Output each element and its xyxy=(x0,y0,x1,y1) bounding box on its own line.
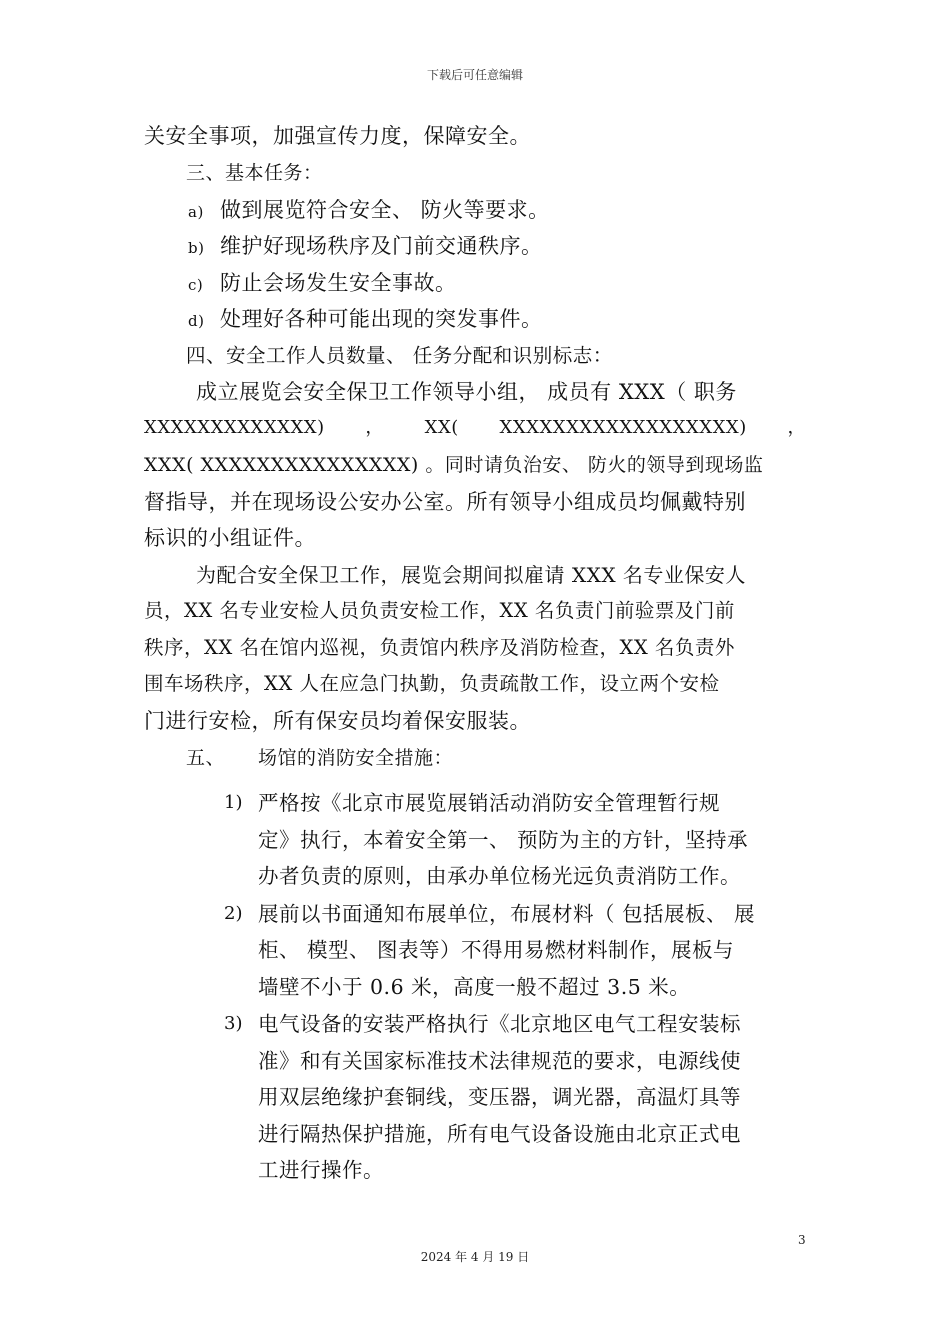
item-number: 3) xyxy=(224,1013,243,1034)
item-number: 2) xyxy=(224,903,243,924)
paragraph-line: 成立展览会安全保卫工作领导小组， 成员有 XXX（ 职务 xyxy=(196,380,737,404)
text-segment: XX( xyxy=(424,417,459,438)
text-segment: ， xyxy=(787,417,806,438)
item-line: 严格按《北京市展览展销活动消防安全管理暂行规 xyxy=(258,791,720,815)
list-marker: c) xyxy=(188,276,204,294)
page-footer-date: 2024 年 4 月 19 日 xyxy=(420,1250,530,1264)
item-line: 工进行操作。 xyxy=(258,1158,384,1182)
item-number: 1) xyxy=(224,792,243,813)
section-heading-5-marker: 五、 xyxy=(186,747,226,769)
body-line: 关安全事项，加强宣传力度，保障安全。 xyxy=(144,124,531,148)
item-line: 电气设备的安装严格执行《北京地区电气工程安装标 xyxy=(258,1012,741,1036)
page-number: 3 xyxy=(798,1233,806,1247)
list-text: 做到展览符合安全、 防火等要求。 xyxy=(220,198,550,222)
paragraph-line: 门进行安检，所有保安员均着保安服装。 xyxy=(144,709,531,733)
section-heading-5: 场馆的消防安全措施： xyxy=(258,747,454,769)
paragraph-line: 围车场秩序，XX 人在应急门执勤，负责疏散工作，设立两个安检 xyxy=(144,672,720,695)
item-line: 办者负责的原则，由承办单位杨光远负责消防工作。 xyxy=(258,864,741,888)
list-item-a xyxy=(188,192,550,230)
item-line: 展前以书面通知布展单位，布展材料（ 包括展板、 展 xyxy=(258,902,756,926)
paragraph-line: 督指导，并在现场设公安办公室。所有领导小组成员均佩戴特别 xyxy=(144,490,746,514)
paragraph-line: XXX( XXXXXXXXXXXXXXX) 。同时请负治安、 防火的领导到现场监 xyxy=(144,454,764,476)
item-line: 柜、 模型、 图表等）不得用易燃材料制作，展板与 xyxy=(258,938,735,962)
section-heading-3: 三、基本任务： xyxy=(186,162,323,184)
list-item-d xyxy=(188,301,543,339)
item-line: 用双层绝缘护套铜线，变压器，调光器，高温灯具等 xyxy=(258,1085,741,1109)
item-line: 进行隔热保护措施，所有电气设备设施由北京正式电 xyxy=(258,1122,741,1146)
paragraph-line: 为配合安全保卫工作，展览会期间拟雇请 XXX 名专业保安人 xyxy=(196,563,746,587)
item-line: 墙壁不小于 0.6 米，高度一般不超过 3.5 米。 xyxy=(258,975,691,999)
paragraph-line: 标识的小组证件。 xyxy=(144,526,316,550)
list-item-b xyxy=(188,228,543,266)
item-line: 定》执行，本着安全第一、 预防为主的方针，坚持承 xyxy=(258,828,749,852)
paragraph-line xyxy=(144,410,806,446)
text-segment: XXXXXXXXXXXXXXXXXX) xyxy=(499,417,747,438)
text-segment: XXXXXXXXXXXXX) xyxy=(144,417,325,438)
page-header: 下载后可任意编辑 xyxy=(426,68,523,82)
list-marker: b) xyxy=(188,239,205,257)
list-marker: a) xyxy=(188,203,204,221)
list-text: 维护好现场秩序及门前交通秩序。 xyxy=(220,234,543,258)
list-marker: d) xyxy=(188,312,205,330)
section-heading-4: 四、安全工作人员数量、 任务分配和识别标志： xyxy=(186,344,613,367)
list-item-c xyxy=(188,265,457,303)
paragraph-line: 秩序，XX 名在馆内巡视，负责馆内秩序及消防检查，XX 名负责外 xyxy=(144,636,735,659)
item-line: 准》和有关国家标准技术法律规范的要求，电源线使 xyxy=(258,1049,741,1073)
list-text: 处理好各种可能出现的突发事件。 xyxy=(220,307,543,331)
list-text: 防止会场发生安全事故。 xyxy=(220,271,457,295)
paragraph-line: 员，XX 名专业安检人员负责安检工作，XX 名负责门前验票及门前 xyxy=(144,599,735,622)
text-segment: ， xyxy=(365,417,384,438)
